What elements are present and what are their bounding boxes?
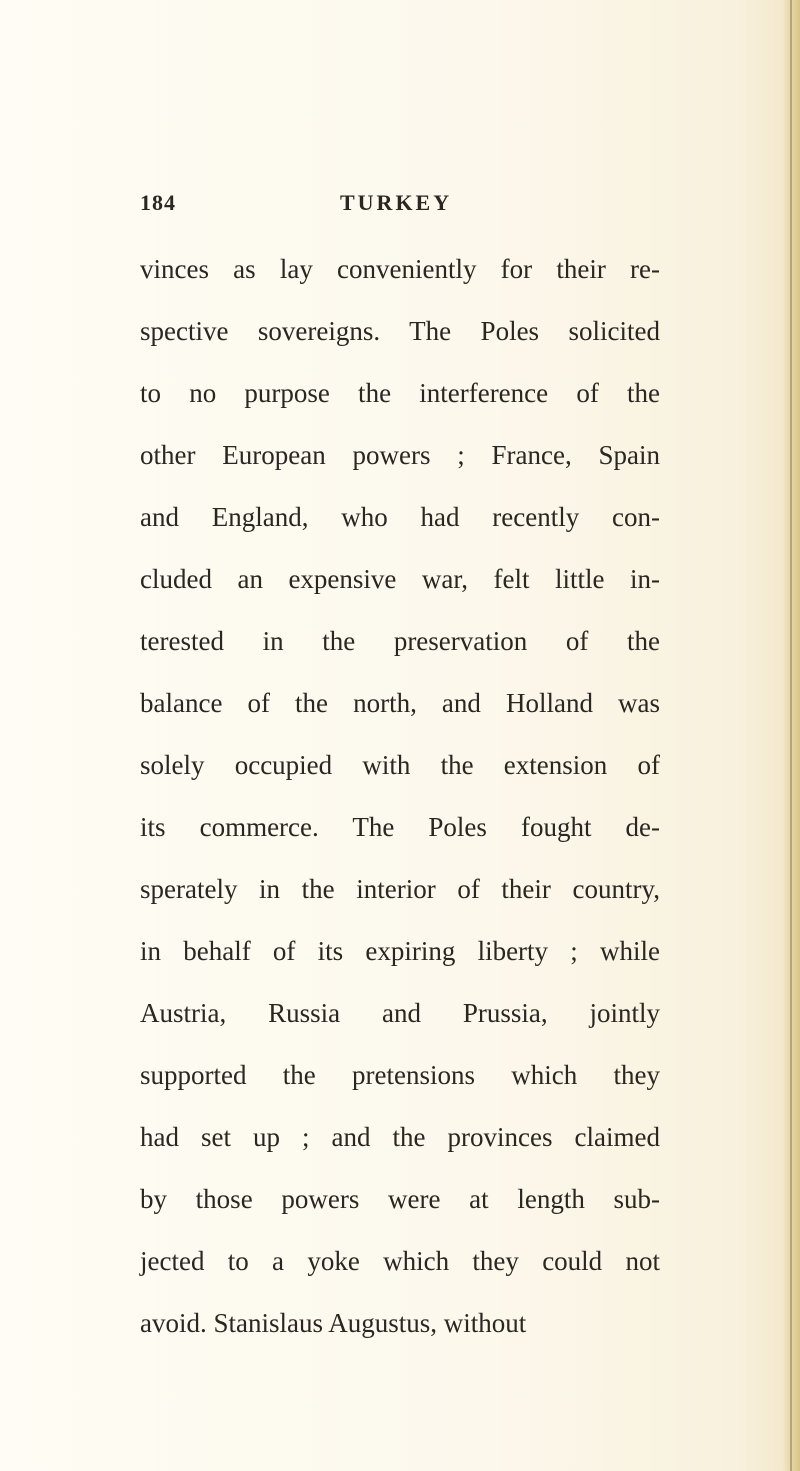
text-line: had set up ; and the provinces claimed <box>140 1122 660 1152</box>
text-line: vinces as lay conveniently for their re- <box>140 254 660 284</box>
text-line: and England, who had recently con- <box>140 502 660 532</box>
text-line: to no purpose the interference of the <box>140 378 660 408</box>
text-line: other European powers ; France, Spain <box>140 440 660 470</box>
text-line: Austria, Russia and Prussia, jointly <box>140 998 660 1028</box>
text-line: its commerce. The Poles fought de- <box>140 812 660 842</box>
running-head: TURKEY <box>340 190 453 215</box>
text-line: in behalf of its expiring liberty ; while <box>140 936 660 966</box>
text-line: spective sovereigns. The Poles solicited <box>140 316 660 346</box>
body-text <box>140 238 660 1354</box>
text-line: balance of the north, and Holland was <box>140 688 660 718</box>
page-gutter-line <box>790 0 792 1471</box>
page-number: 184 <box>140 190 176 215</box>
text-line: avoid. Stanislaus Augustus, without <box>140 1308 527 1338</box>
text-line: supported the pretensions which they <box>140 1060 660 1090</box>
text-line: by those powers were at length sub- <box>140 1184 660 1214</box>
text-line: cluded an expensive war, felt little in- <box>140 564 660 594</box>
text-line: jected to a yoke which they could not <box>140 1246 660 1276</box>
text-line: sperately in the interior of their country, <box>140 874 660 904</box>
text-line: solely occupied with the extension of <box>140 750 660 780</box>
text-line: terested in the preservation of the <box>140 626 660 656</box>
page-header <box>140 190 660 230</box>
